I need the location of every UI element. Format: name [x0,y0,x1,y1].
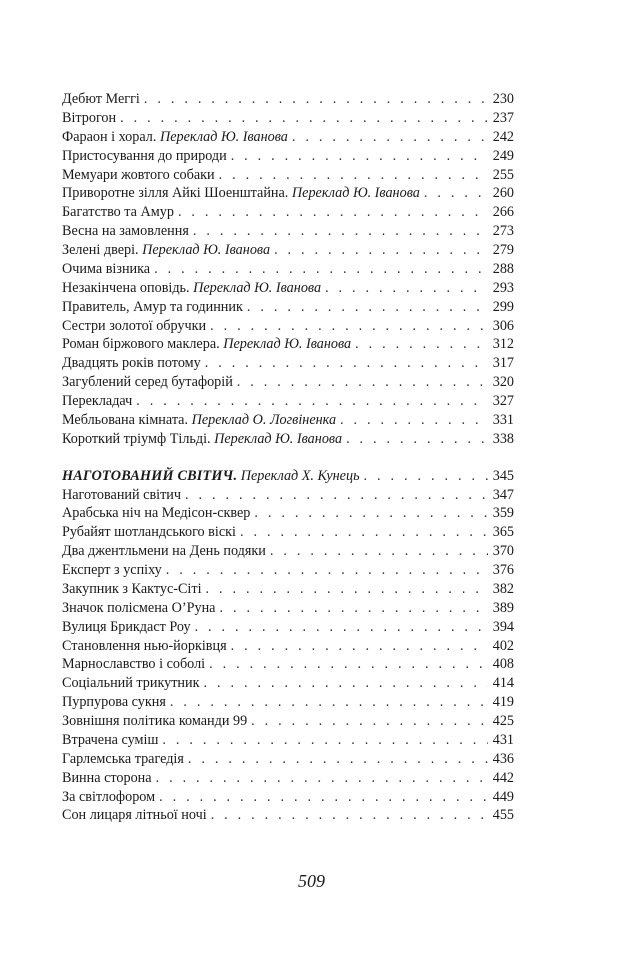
toc-entry [62,769,514,788]
toc-entry-title [62,618,191,637]
toc-entry-name: Пурпурова сукня [62,694,166,711]
toc-entry-title [62,128,288,147]
leader-dots [193,222,488,241]
toc-entry-page: 414 [492,675,514,692]
toc-entry [62,504,514,523]
toc-entry-name: Пристосування до природи [62,147,227,164]
toc-entry-name: Сон лицаря літньої ночі [62,807,207,824]
toc-entry-title [62,298,243,317]
leader-dots [178,203,488,222]
toc-entry-page: 293 [492,279,514,296]
toc-entry-name: Роман біржового маклера. [62,336,224,353]
section-heading-title: НАГОТОВАНИЙ СВІТИЧ. [62,467,238,484]
leader-dots [237,373,488,392]
toc-entry-title [62,241,270,260]
leader-dots [159,788,488,807]
toc-entry [62,693,514,712]
toc-entry-translator: Переклад Ю. Іванова [214,430,343,447]
leader-dots [170,693,488,712]
toc-entry-name: Фараон і хорал. [62,128,160,145]
leader-dots [205,354,488,373]
leader-dots [325,279,488,298]
toc-entry [62,674,514,693]
toc-entry [62,373,514,392]
leader-dots [346,430,488,449]
leader-dots [144,90,488,109]
leader-dots [120,109,488,128]
toc-entry-page: 436 [492,750,514,767]
toc-entry-translator: Переклад Ю. Іванова [223,336,352,353]
toc-entry-name: Приворотне зілля Айкі Шоенштайна. [62,185,292,202]
leader-dots [136,392,488,411]
toc-entry [62,166,514,185]
toc-entry [62,430,514,449]
section-heading-translator: Переклад Х. Кунець [240,467,360,484]
toc-entry-title [62,788,155,807]
toc-entry-page: 402 [492,637,514,654]
toc-entry [62,788,514,807]
toc-entry-name: Гарлемська трагедія [62,750,184,767]
toc-entry-page: 279 [492,242,514,258]
toc-entry-page: 455 [492,807,514,824]
leader-dots [209,655,488,674]
toc-entry-title [62,637,227,656]
leader-dots [154,260,488,279]
toc-entry-page: 338 [492,430,514,447]
toc-entry [62,411,514,430]
leader-dots [204,674,488,693]
toc-entry-page: 347 [492,486,514,503]
leader-dots [195,618,488,637]
toc-entry-title [62,222,189,241]
toc-entry-page: 382 [492,580,514,597]
toc-entry-page: 408 [492,656,514,673]
leader-dots [240,523,488,542]
toc-entry [62,128,514,147]
toc-section-2 [62,486,514,826]
toc-entry-page: 394 [492,618,514,635]
toc-entry [62,542,514,561]
toc-entry-title [62,769,152,788]
leader-dots [424,184,488,203]
toc-entry [62,222,514,241]
toc-entry-name: Загублений серед бутафорій [62,374,233,391]
toc-entry [62,731,514,750]
toc-entry-title [62,523,236,542]
toc-entry [62,561,514,580]
toc-entry-title [62,90,140,109]
toc-entry-title [62,317,206,336]
toc-entry-title [62,806,207,825]
toc-entry [62,279,514,298]
toc-entry-title [62,184,420,203]
toc-entry-page: 306 [492,317,514,334]
leader-dots [219,599,488,618]
leader-dots [247,298,488,317]
leader-dots [251,712,488,731]
toc-entry [62,599,514,618]
toc-entry-name: Втрачена суміш [62,731,159,748]
toc-entry-page: 299 [492,298,514,315]
leader-dots [162,731,488,750]
toc-entry [62,637,514,656]
leader-dots [254,504,488,523]
toc-entry-title [62,580,202,599]
page-number: 509 [298,871,325,891]
toc-entry-title [62,373,233,392]
leader-dots [364,467,488,486]
toc-entry-title [62,486,181,505]
toc-entry [62,335,514,354]
toc-entry [62,655,514,674]
toc-entry-name: Багатство та Амур [62,204,174,221]
toc-entry-name: Правитель, Амур та годинник [62,298,243,315]
toc-entry-name: Експерт з успіху [62,562,162,578]
toc-entry-page: 230 [492,91,514,107]
toc-entry-name: Наготований світич [62,486,182,503]
toc-entry [62,580,514,599]
toc-entry-title [62,655,205,674]
toc-entry-page: 442 [492,769,514,786]
toc-section-1 [62,90,514,449]
leader-dots [185,486,488,505]
toc-entry-name: Зелені двері. [62,242,143,258]
toc-entry-translator: Переклад Ю. Іванова [142,242,271,258]
toc-entry-title [62,109,116,128]
toc-entry-page: 431 [492,731,514,748]
leader-dots [231,147,488,166]
toc-entry-name: Закупник з Кактус-Сіті [62,580,202,597]
toc-entry-name: Становлення нью-йорківця [62,637,227,654]
toc-entry-name: Дебют Меггі [62,91,140,107]
toc-entry-title [62,354,201,373]
toc-entry-name: Незакінчена оповідь. [62,279,194,296]
table-of-contents [62,90,514,825]
leader-dots [355,335,488,354]
toc-entry-name: Вулиця Брикдаст Роу [62,618,191,635]
toc-entry [62,618,514,637]
toc-entry-title [62,467,360,486]
toc-entry-name: Сестри золотої обручки [62,317,207,334]
toc-entry-title [62,430,342,449]
toc-entry-page: 425 [492,713,514,729]
toc-entry [62,750,514,769]
toc-entry-page: 255 [492,166,514,183]
toc-entry-name: Двадцять років потому [62,355,201,372]
toc-entry-name: Мебльована кімната. [62,411,192,428]
toc-entry [62,392,514,411]
toc-entry [62,486,514,505]
toc-entry-title [62,504,250,523]
toc-entry-page: 312 [492,336,514,353]
toc-section-heading [62,467,514,486]
toc-entry-title [62,335,351,354]
toc-entry-name: Рубайят шотландського віскі [62,524,236,541]
toc-entry-title [62,147,227,166]
toc-entry-page: 266 [492,204,514,221]
toc-entry-name: Зовнішня політика команди 99 [62,713,248,729]
toc-entry-page: 359 [492,505,514,522]
leader-dots [340,411,488,430]
toc-entry [62,317,514,336]
toc-entry-page: 288 [492,260,514,277]
toc-entry-title [62,731,158,750]
toc-entry-name: Значок полісмена О’Руна [62,599,216,616]
toc-entry-name: За світлофором [62,788,156,805]
leader-dots [166,561,488,580]
toc-entry-name: Весна на замовлення [62,223,189,240]
toc-entry-name: Очима візника [62,260,151,277]
toc-entry [62,241,514,260]
toc-entry-name: Соціальний трикутник [62,675,200,692]
toc-entry-page: 419 [492,694,514,711]
toc-entry-name: Короткий тріумф Тільді. [62,430,215,447]
toc-entry-title [62,392,132,411]
toc-entry [62,806,514,825]
toc-entry [62,712,514,731]
toc-entry-translator: Переклад Ю. Іванова [291,185,420,202]
toc-entry-translator: Переклад О. Логвіненка [191,411,337,428]
toc-entry-title [62,279,321,298]
toc-entry-page: 320 [492,374,514,391]
section-heading-page: 345 [492,467,514,484]
leader-dots [292,128,488,147]
toc-entry-page: 242 [492,128,514,145]
section-gap [62,449,514,467]
toc-entry-page: 249 [492,147,514,164]
toc-entry [62,354,514,373]
leader-dots [231,637,488,656]
leader-dots [188,750,488,769]
toc-entry-title [62,750,184,769]
toc-entry-title [62,166,215,185]
toc-entry-name: Перекладач [62,393,133,409]
toc-entry-name: Марнославство і соболі [62,656,206,673]
toc-entry [62,109,514,128]
toc-entry-title [62,411,336,430]
leader-dots [219,166,488,185]
toc-entry [62,203,514,222]
toc-entry-page: 370 [492,543,514,560]
toc-entry-name: Арабська ніч на Медісон-сквер [62,505,251,522]
toc-entry-page: 317 [492,355,514,372]
toc-entry-title [62,693,166,712]
toc-entry-title [62,712,247,731]
toc-entry [62,90,514,109]
leader-dots [274,241,488,260]
leader-dots [270,542,488,561]
toc-entry [62,298,514,317]
toc-entry-page: 389 [492,599,514,616]
leader-dots [211,806,488,825]
leader-dots [206,580,488,599]
toc-entry-title [62,542,266,561]
toc-entry-page: 376 [492,562,514,578]
toc-entry-name: Мемуари жовтого собаки [62,166,215,183]
toc-entry-name: Винна сторона [62,769,152,786]
toc-entry-page: 449 [492,788,514,805]
toc-entry-name: Вітрогон [62,109,117,126]
toc-entry-title [62,674,200,693]
toc-entry-page: 237 [492,109,514,126]
toc-entry-page: 273 [492,223,514,240]
toc-entry-name: Два джентльмени на День подяки [62,543,266,560]
leader-dots [210,317,488,336]
toc-entry-title [62,599,215,618]
toc-entry [62,523,514,542]
toc-entry [62,184,514,203]
toc-entry-translator: Переклад Ю. Іванова [159,128,288,145]
toc-entry-page: 260 [492,185,514,202]
leader-dots [156,769,488,788]
toc-entry-page: 365 [492,524,514,541]
toc-entry-title [62,203,174,222]
toc-entry [62,260,514,279]
toc-entry-page: 331 [492,411,514,428]
toc-entry-title [62,260,150,279]
toc-entry-translator: Переклад Ю. Іванова [193,279,322,296]
toc-entry-title [62,561,162,580]
toc-entry [62,147,514,166]
toc-entry-page: 327 [492,393,514,409]
